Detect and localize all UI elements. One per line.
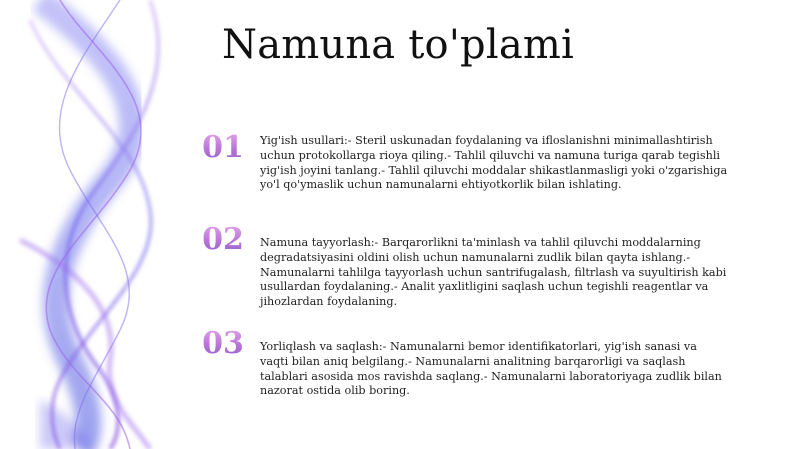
item-number: 02	[198, 222, 248, 257]
item-text: Yorliqlash va saqlash:- Namunalarni bemor identifikatorlari, yig'ish sanasi va vaqti bilan aniq belgilang.- Namunalarni analitning barqarorligi va saqlash talablari asosida mos ravishda saqlang.- Namunalarni laboratoriyaga zudlik bilan nazorat ostida olib boring.	[260, 340, 722, 398]
smoke-wave-decoration	[0, 0, 200, 449]
item-text: Yig'ish usullari:- Steril uskunadan foydalaning va ifloslanishni minimallashtirish uchun protokollarga rioya qiling.- Tahlil qiluvchi va namuna turiga qarab tegishli yig'ish joyini tanlang.- Tahlil qiluvchi moddalar shikastlanmasligi yoki o'zgarishiga yo'l qo'ymaslik uchun namunalarni ehtiyotkorlik bilan ishlating.	[260, 134, 728, 192]
slide-title: Namuna to'plami	[222, 22, 574, 68]
item-number: 03	[198, 326, 248, 361]
item-number: 01	[198, 130, 248, 165]
item-text: Namuna tayyorlash:- Barqarorlikni ta'minlash va tahlil qiluvchi moddalarning degradatsiyasini oldini olish uchun namunalarni zudlik bilan qayta ishlang.- Namunalarni tahlilga tayyorlash uchun santrifugalash, filtrlash va suyultirish kabi usullardan foydalaning.- Analit yaxlitligini saqlash uchun tegishli reagentlar va jihozlardan foydalaning.	[260, 236, 727, 309]
